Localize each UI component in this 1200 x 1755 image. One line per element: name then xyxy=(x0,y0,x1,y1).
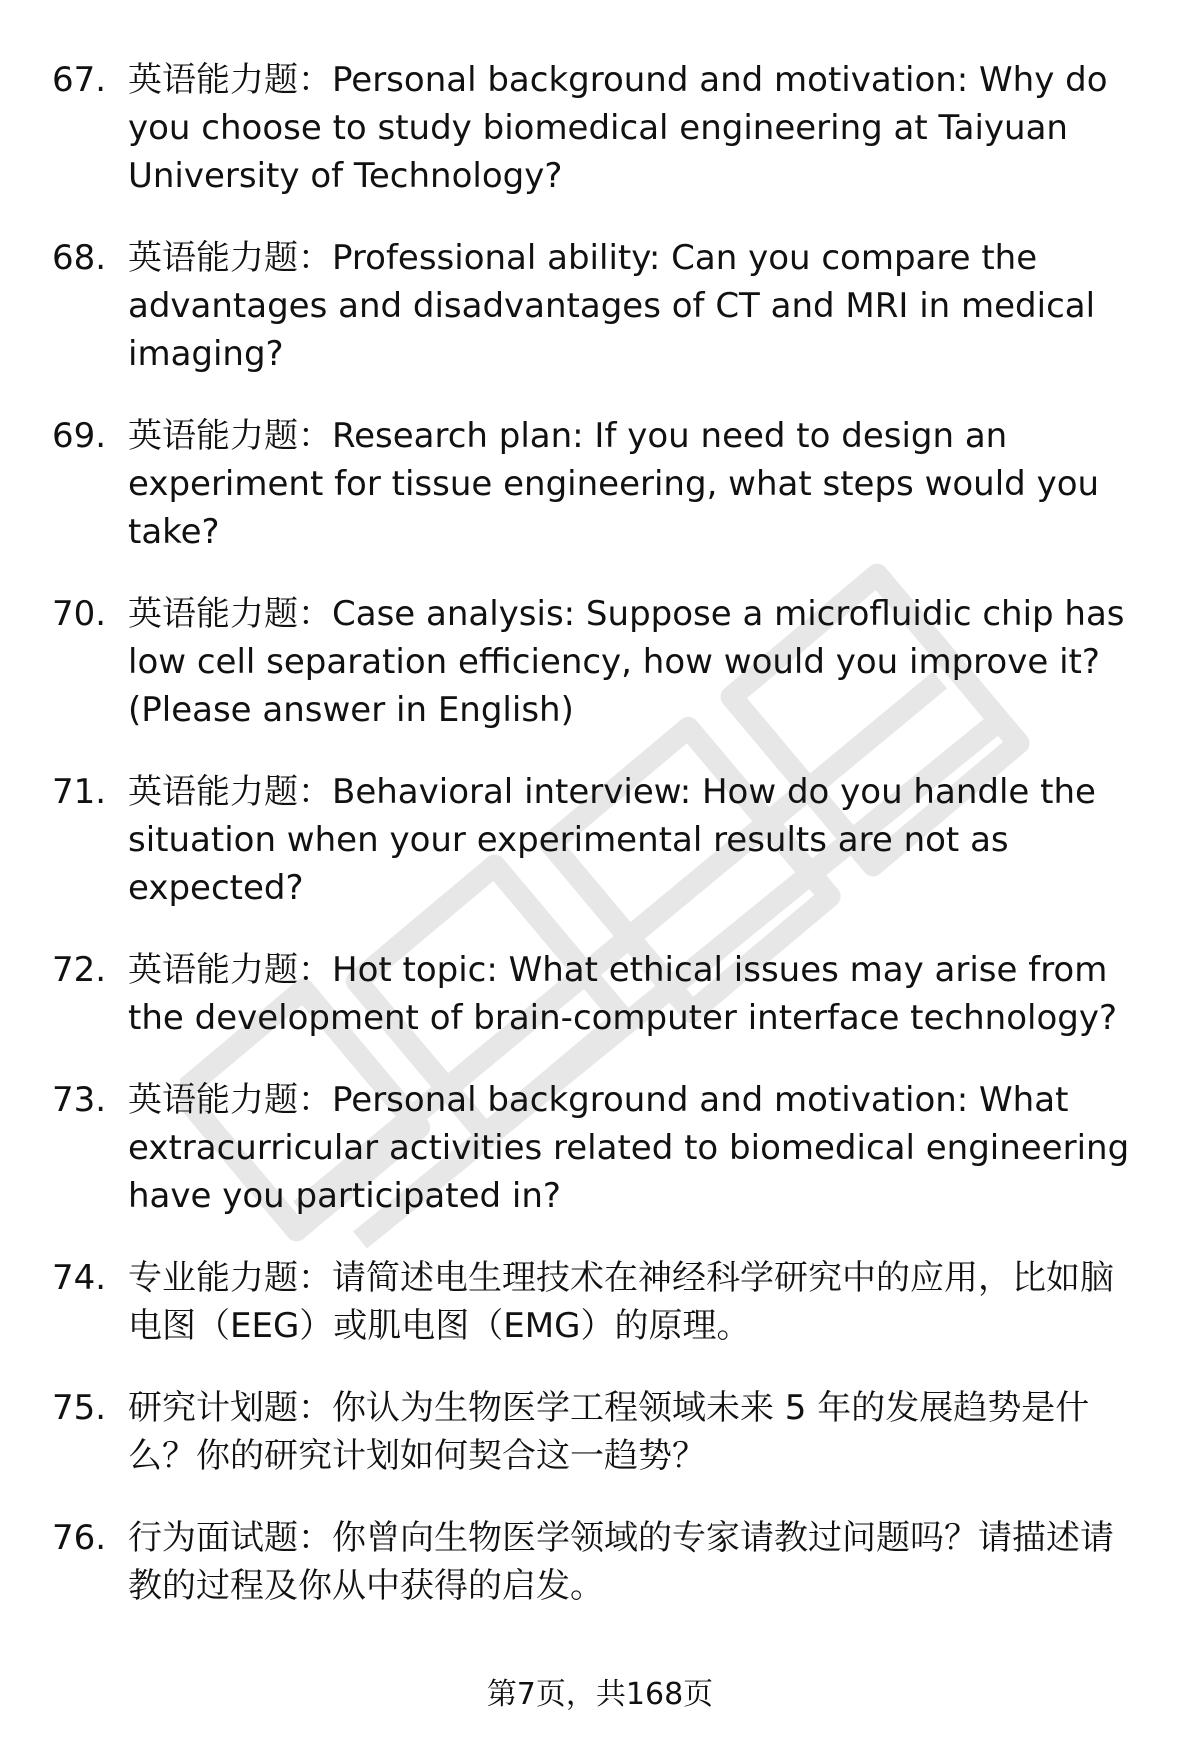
question-text: 专业能力题：请简述电生理技术在神经科学研究中的应用，比如脑电图（EEG）或肌电图（EMG）的原理。 xyxy=(128,1258,1114,1346)
question-item xyxy=(0,234,1200,378)
question-number: 74. xyxy=(52,1258,107,1298)
question-number: 72. xyxy=(52,950,107,990)
question-text: 英语能力题：Hot topic: What ethical issues may arise from the development of brain-computer interface technology? xyxy=(128,950,1118,1038)
question-number: 76. xyxy=(52,1518,107,1558)
question-text: 行为面试题：你曾向生物医学领域的专家请教过问题吗？请描述请教的过程及你从中获得的启发。 xyxy=(128,1518,1114,1606)
question-text: 英语能力题：Research plan: If you need to design an experiment for tissue engineering, what steps would you take? xyxy=(128,416,1100,552)
question-item xyxy=(0,1514,1200,1610)
question-number: 71. xyxy=(52,772,107,812)
question-text: 英语能力题：Case analysis: Suppose a microfluidic chip has low cell separation efficiency, how would you improve it? (Please answer in English) xyxy=(128,594,1125,730)
question-item xyxy=(0,768,1200,912)
question-number: 67. xyxy=(52,60,107,100)
question-text: 英语能力题：Personal background and motivation: What extracurricular activities related to biomedical engineering have you participated in? xyxy=(128,1080,1130,1216)
question-list xyxy=(0,56,1200,1644)
question-item xyxy=(0,590,1200,734)
question-item xyxy=(0,946,1200,1042)
question-item xyxy=(0,412,1200,556)
question-number: 68. xyxy=(52,238,107,278)
question-number: 69. xyxy=(52,416,107,456)
question-text: 研究计划题：你认为生物医学工程领域未来 5 年的发展趋势是什么？你的研究计划如何契合这一趋势？ xyxy=(128,1388,1090,1476)
question-text: 英语能力题：Personal background and motivation: Why do you choose to study biomedical engineering at Taiyuan University of Technology? xyxy=(128,60,1108,196)
question-number: 70. xyxy=(52,594,107,634)
question-text: 英语能力题：Behavioral interview: How do you handle the situation when your experimental results are not as expected? xyxy=(128,772,1096,908)
question-number: 73. xyxy=(52,1080,107,1120)
question-item xyxy=(0,56,1200,200)
question-item xyxy=(0,1384,1200,1480)
page-footer: 第7页，共168页 xyxy=(486,1677,714,1712)
question-number: 75. xyxy=(52,1388,107,1428)
question-item xyxy=(0,1076,1200,1220)
question-item xyxy=(0,1254,1200,1350)
question-text: 英语能力题：Professional ability: Can you compare the advantages and disadvantages of CT and MRI in medical imaging? xyxy=(128,238,1096,374)
